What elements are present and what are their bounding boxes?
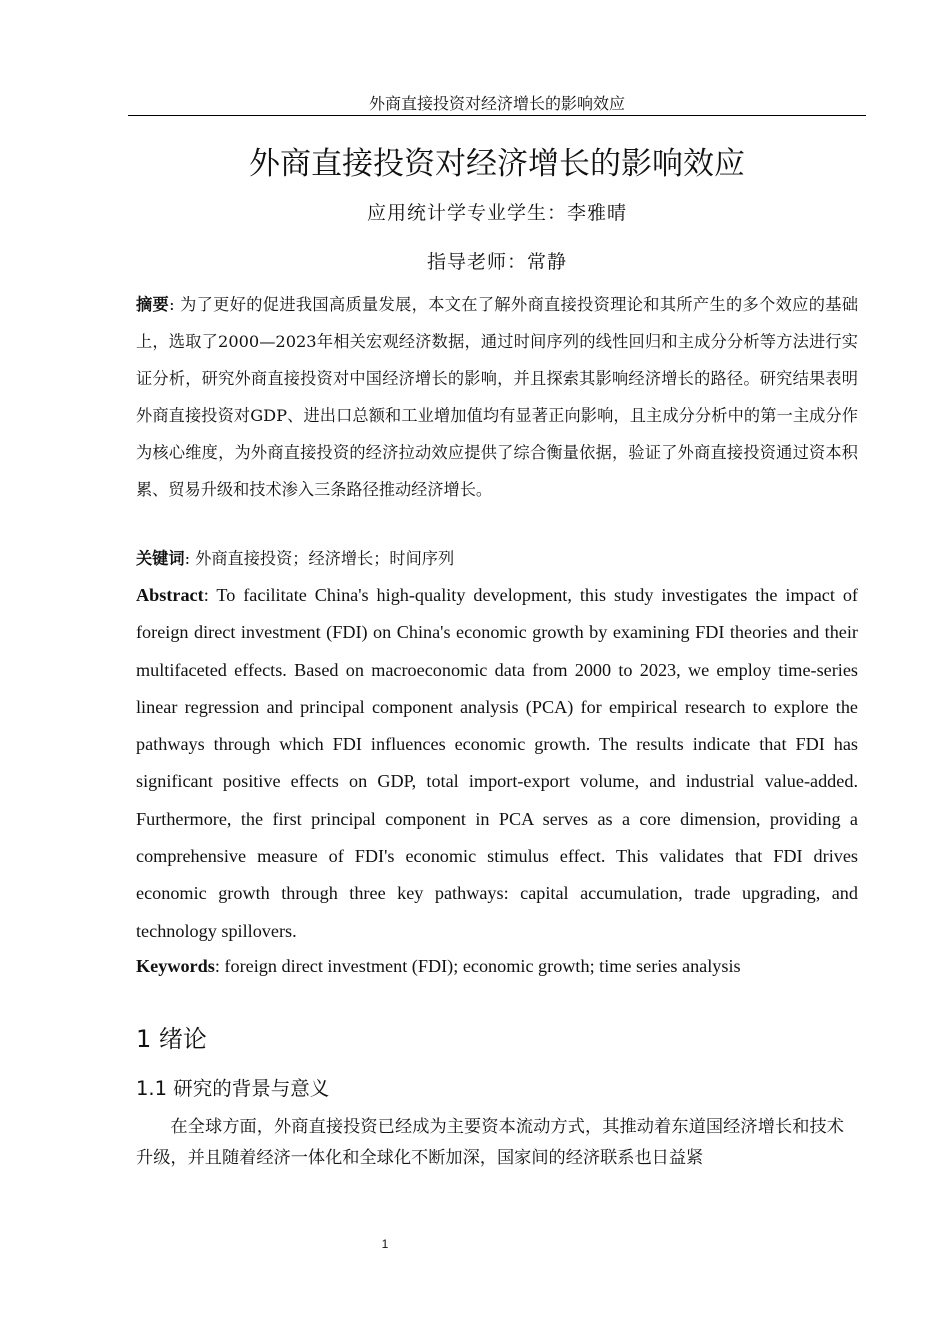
abstract-cn-label: 摘要 [136, 295, 170, 314]
section-heading-1: 1 绪论 [136, 1025, 207, 1053]
keywords-cn-label: 关键词 [136, 549, 185, 568]
keywords-en-separator: : [214, 956, 225, 976]
keywords-en-label: Keywords [136, 956, 215, 976]
abstract-cn-text: 为了更好的促进我国高质量发展，本文在了解外商直接投资理论和其所产生的多个效应的基础上，选取了2000—2023年相关宏观经济数据，通过时间序列的线性回归和主成分分析等方法进行实证分析，研究外商直接投资对中国经济增长的影响，并且探索其影响经济增长的路径。研究结果表明外商直接投资对GDP、进出口总额和工业增加值均有显著正向影响，且主成分分析中的第一主成分作为核心维度，为外商直接投资的经济拉动效应提供了综合衡量依据，验证了外商直接投资通过资本积累、贸易升级和技术渗入三条路径推动经济增长。 [136, 295, 859, 499]
author-line: 应用统计学专业学生：李雅晴 [366, 202, 627, 224]
abstract-en-separator: : [203, 585, 217, 605]
keywords-en-text: foreign direct investment (FDI); economic growth; time series analysis [224, 956, 741, 976]
abstract-en-label: Abstract [136, 585, 204, 605]
keywords-cn [136, 545, 858, 573]
page-number: 1 [381, 1237, 389, 1251]
abstract-en [136, 577, 858, 950]
running-header: 外商直接投资对经济增长的影响效应 [368, 94, 625, 113]
body-paragraph: 在全球方面，外商直接投资已经成为主要资本流动方式，其推动着东道国经济增长和技术升级，并且随着经济一体化和全球化不断加深，国家间的经济联系也日益紧 [136, 1117, 844, 1168]
keywords-cn-text: 外商直接投资；经济增长；时间序列 [195, 549, 455, 568]
advisor-line: 指导老师：常静 [426, 251, 567, 273]
abstract-cn-separator: : [169, 295, 181, 314]
abstract-en-text: To facilitate China's high-quality development, this study investigates the impact of foreign direct investment (FDI) on China's economic growth by examining FDI theories and their multifaceted effects. Based on macroeconomic data from 2000 to 2023, we employ time-series linear regression and principal component analysis (PCA) for empirical research to explore the pathways through which FDI influences economic growth. The results indicate that FDI has significant positive effects on GDP, total import-export volume, and industrial value-added. Furthermore, the first principal component in PCA serves as a core dimension, providing a comprehensive measure of FDI's economic stimulus effect. This validates that FDI drives economic growth through three key pathways: capital accumulation, trade upgrading, and technology spillovers. [136, 585, 858, 941]
subsection-heading-1-1: 1.1 研究的背景与意义 [136, 1077, 330, 1100]
header-rule [128, 115, 866, 116]
paper-title: 外商直接投资对经济增长的影响效应 [249, 146, 745, 182]
keywords-cn-separator: : [184, 549, 196, 568]
abstract-cn [136, 286, 858, 508]
keywords-en [136, 952, 858, 980]
